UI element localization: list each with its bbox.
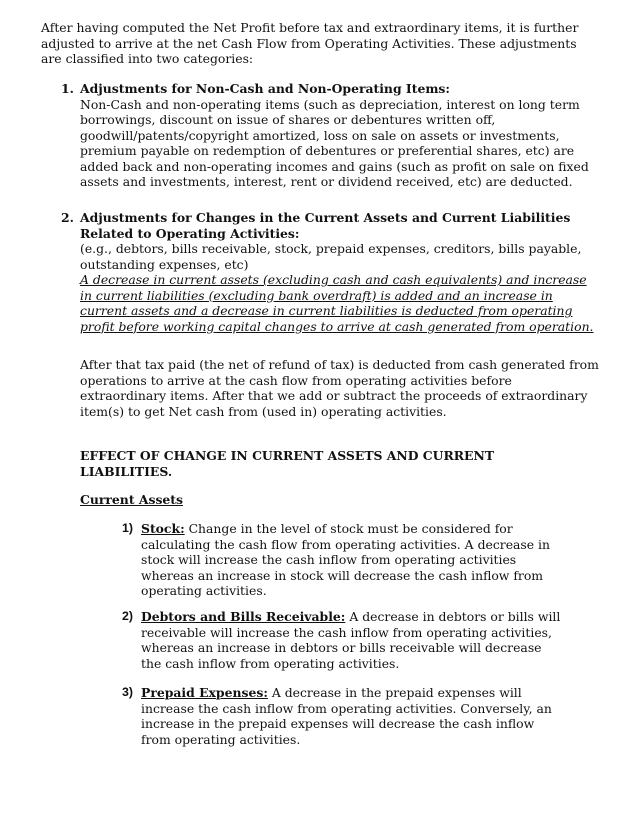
sub-item-number: 2) (122, 609, 134, 623)
list-item-title: Adjustments for Non-Cash and Non-Operating Items: (80, 81, 450, 96)
list-item-non-cash-adjustments (61, 81, 601, 190)
sub-item-number: 3) (122, 685, 134, 699)
list-item-number: 1. (61, 81, 74, 96)
sub-item-number: 1) (122, 521, 134, 535)
current-assets-heading: Current Assets (80, 492, 184, 507)
sub-item-stock (122, 521, 562, 599)
sub-item-debtors (122, 609, 562, 671)
sub-item-text: Change in the level of stock must be considered for calculating the cash flow from operating activities. A decrease in stock will increase the cash inflow from operating activities whereas an increase in stock will decrease the cash inflow from operating activities. (141, 521, 550, 598)
list-item-emphasis: A decrease in current assets (excluding cash and cash equivalents) and increase in current liabilities (excluding bank overdraft) is added and an increase in current assets and a decrease in current liabilities is deducted from operating profit before working capital changes to arrive at cash generated from operation. (80, 272, 594, 334)
sub-item-label: Debtors and Bills Receivable: (141, 609, 346, 624)
list-item-text: (e.g., debtors, bills receivable, stock, prepaid expenses, creditors, bills payable, outstanding expenses, etc) (80, 241, 582, 272)
sub-item-label: Stock: (141, 521, 185, 536)
sub-item-text: A decrease in debtors or bills will receivable will increase the cash inflow from operating activities, whereas an increase in debtors or bills receivable will decrease the cash inflow from operating activities. (141, 609, 561, 671)
intro-paragraph: After having computed the Net Profit before tax and extraordinary items, it is further adjusted to arrive at the net Cash Flow from Operating Activities. These adjustments are classified into two categories: (41, 20, 579, 66)
sub-item-text: A decrease in the prepaid expenses will increase the cash inflow from operating activities. Conversely, an increase in the prepaid expenses will decrease the cash inflow from operating activities. (141, 685, 552, 747)
list-item-number: 2. (61, 210, 74, 225)
list-item-working-capital-adjustments (61, 210, 601, 334)
list-item-text: Non-Cash and non-operating items (such as depreciation, interest on long term borrowings, discount on issue of shares or debentures written off, goodwill/patents/copyright amortized, loss on sale on assets or investments, premium payable on redemption of debentures or preferential shares, etc) are added back and non-operating incomes and gains (such as profit on sale on fixed assets and investments, interest, rent or dividend received, etc) are deducted. (80, 96, 589, 189)
tax-paragraph: After that tax paid (the net of refund of tax) is deducted from cash generated from operations to arrive at the cash flow from operating activities before extraordinary items. After that we add or subtract the proceeds of extraordinary item(s) to get Net cash from (used in) operating activities. (80, 357, 599, 419)
sub-item-label: Prepaid Expenses: (141, 685, 268, 700)
list-item-title: Adjustments for Changes in the Current Assets and Current Liabilities Related to Operating Activities: (80, 210, 571, 241)
effect-heading: EFFECT OF CHANGE IN CURRENT ASSETS AND CURRENT LIABILITIES. (80, 448, 495, 479)
sub-item-prepaid-expenses (122, 685, 562, 747)
